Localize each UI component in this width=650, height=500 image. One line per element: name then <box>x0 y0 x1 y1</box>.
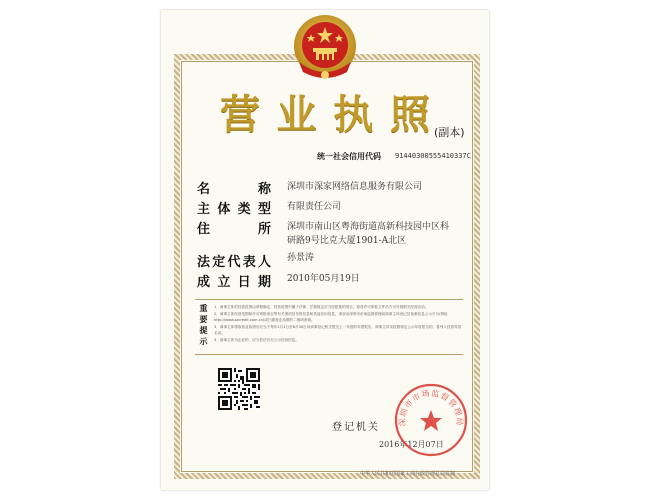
notice-line: 4．商事主体为企业的，应当依法自行公示经营信息。 <box>214 337 299 342</box>
notice-title-char: 示 <box>199 337 208 346</box>
field-value-name: 深圳市深家网络信息服务有限公司 <box>287 182 423 192</box>
label-char: 所 <box>257 222 271 237</box>
label-char: 代 <box>227 255 241 270</box>
label-char: 住 <box>197 222 211 237</box>
notice-title-char: 要 <box>199 315 208 324</box>
label-char: 主 <box>197 202 211 217</box>
field-value-representative: 孙景涛 <box>287 253 315 263</box>
title-char: 照 <box>389 91 430 138</box>
field-value-type: 有限责任公司 <box>287 202 342 212</box>
notice-title-char: 重 <box>199 304 208 313</box>
credit-code-label: 统一社会信用代码 <box>317 152 381 161</box>
notice-title-char: 提 <box>199 326 208 335</box>
field-value-address: 深圳市南山区粤海街道高新科技园中区科研路9号比克大厦1901-A北区 <box>287 222 450 246</box>
title-char: 执 <box>333 91 374 138</box>
label-char: 定 <box>212 255 226 270</box>
title-char: 营 <box>220 91 260 138</box>
label-char: 名 <box>197 182 211 197</box>
notice-line: 2．商事主体经营范围和许可审批项目等有关事项及年报信息和其他信用信息，请登录深圳市市场监督管理局商事主体登记及备案信息公示平台(网址http://www.szcredit.com.cn)或扫描营业执照的二维码查询。 <box>214 311 448 322</box>
field-label-name <box>197 178 271 197</box>
label-char: 日 <box>237 275 251 290</box>
field-label-representative <box>197 251 271 270</box>
footer-text: 中华人民共和国国家工商行政管理总局监制 <box>360 471 456 477</box>
seal-text: 深圳市市场监督管理局 <box>397 388 465 427</box>
registration-date: 2016年12月07日 <box>379 440 444 449</box>
label-char: 型 <box>257 202 271 217</box>
label-char: 表 <box>242 255 256 270</box>
notice-line: 1．商事主体的经营范围由章程确定，经营范围中属于法律、法规规定应当经批准的项目，取得许可审批文件后方可开展相关经营活动。 <box>214 305 429 309</box>
credit-code-value: 91440300555410337C <box>395 152 471 160</box>
national-emblem-icon <box>289 12 361 82</box>
label-char: 成 <box>197 275 211 290</box>
official-seal-icon <box>393 382 469 458</box>
qr-code-icon[interactable] <box>218 368 260 410</box>
notice-line: 3．商事主体领取营业执照后应当于每年1月1日至6月30日向商事登记机关提交上一年度的年度报告，商事主体未按照规定公示年度报告的，将列入经营异常名录。 <box>214 324 462 335</box>
field-label-address <box>197 218 271 237</box>
title-char: 业 <box>276 91 317 138</box>
notice-text <box>214 304 462 343</box>
label-char: 立 <box>217 275 231 290</box>
label-char: 称 <box>257 182 271 197</box>
field-label-type <box>197 198 271 217</box>
registration-authority-label: 登记机关 <box>332 422 380 433</box>
field-value-date: 2010年05月19日 <box>287 274 360 284</box>
label-char: 法 <box>197 255 211 270</box>
license-title <box>220 90 430 140</box>
label-char: 体 <box>217 202 231 217</box>
label-char: 人 <box>257 255 271 270</box>
notice-title <box>198 303 209 347</box>
copy-tag: (副本) <box>434 126 465 139</box>
label-char: 类 <box>237 202 251 217</box>
label-char: 期 <box>257 275 271 290</box>
field-label-date <box>197 271 271 290</box>
